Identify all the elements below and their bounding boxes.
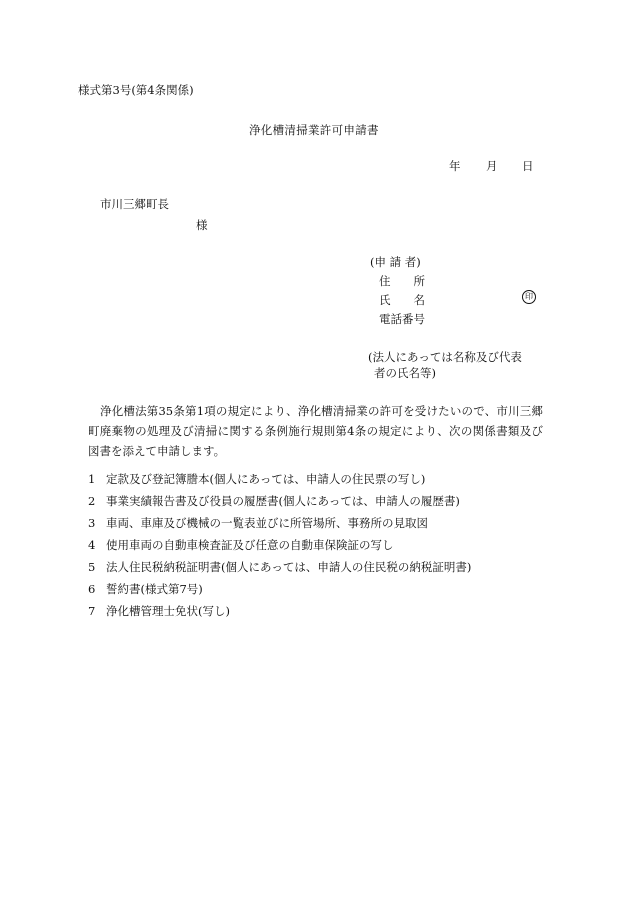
list-item-text: 車両、車庫及び機械の一覧表並びに所管場所、事務所の見取図 [106,516,428,530]
list-item-number: 7 [88,604,96,618]
list-item-number: 6 [88,582,96,596]
name-label: 氏 名 [379,293,425,307]
list-item [88,512,471,534]
document-title: 浄化槽清掃業許可申請書 [249,123,379,137]
list-item [88,578,471,600]
date-line [449,161,534,173]
corporate-note-line-1: (法人にあっては名称及び代表 [368,350,522,364]
applicant-block [370,255,533,333]
list-item-number: 2 [88,494,96,508]
date-day-label: 日 [522,159,534,173]
list-item-text: 定款及び登記簿謄本(個人にあっては、申請人の住民票の写し) [106,472,426,486]
corporate-note [368,349,522,381]
applicant-heading: (申 請 者) [370,255,421,269]
seal-icon: 印 [522,290,536,304]
addressee-name: 市川三郷町長 [100,197,169,211]
form-number: 様式第3号(第4条関係) [78,83,194,97]
list-item-number: 5 [88,560,96,574]
phone-label: 電話番号 [379,312,425,326]
application-statement: 浄化槽法第35条第1項の規定により、浄化槽清掃業の許可を受けたいので、市川三郷町廃棄物の処理及び清掃に関する条例施行規則第4条の規定により、次の関係書類及び図書を添えて申請します。 [88,404,543,458]
addressee-honorific: 様 [196,218,208,232]
list-item [88,556,471,578]
address-label: 住 所 [379,274,425,288]
list-item [88,600,471,622]
date-year-label: 年 [449,159,461,173]
list-item [88,468,471,490]
list-item-number: 4 [88,538,96,552]
list-item-text: 法人住民税納税証明書(個人にあっては、申請人の住民税の納税証明書) [106,560,472,574]
list-item-text: 浄化槽管理士免状(写し) [106,604,230,618]
list-item [88,490,471,512]
list-item-text: 使用車両の自動車検査証及び任意の自動車保険証の写し [106,538,394,552]
list-item-number: 1 [88,472,96,486]
date-month-label: 月 [486,159,498,173]
attached-documents-list [88,468,471,622]
list-item-number: 3 [88,516,96,530]
list-item-text: 事業実績報告書及び役員の履歴書(個人にあっては、申請人の履歴書) [106,494,460,508]
list-item-text: 誓約書(様式第7号) [106,582,203,596]
list-item [88,534,471,556]
corporate-note-line-2: 者の氏名等) [374,366,436,380]
